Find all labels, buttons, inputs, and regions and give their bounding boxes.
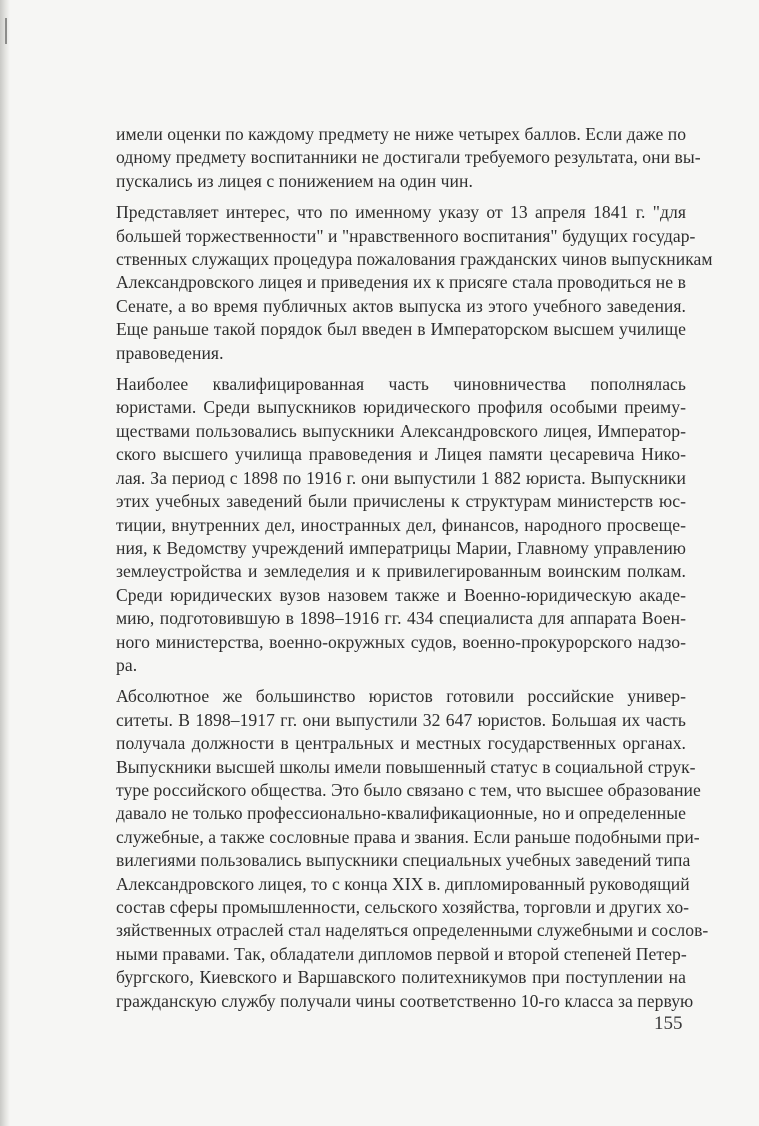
text-line: ного министерства, военно-окружных судов, военно-прокурорского надзо- [116, 631, 686, 652]
paragraph [116, 201, 713, 365]
paragraph [116, 373, 686, 677]
text-line: Еще раньше такой порядок был введен в Императорском высшем училище [116, 319, 686, 340]
scan-mark [5, 18, 7, 44]
text-line: Среди юридических вузов назовем также и Военно-юридическую акаде- [116, 584, 686, 605]
text-line: землеустройства и земледелия и к привилегированным воинским полкам. [116, 561, 686, 582]
text-line: Абсолютное же большинство юристов готовили российские универ- [116, 686, 686, 707]
page-number: 155 [654, 1013, 683, 1034]
text-line: лая. За период с 1898 по 1916 г. они выпустили 1 882 юриста. Выпускники [116, 467, 686, 488]
text-line: туре российского общества. Это было связано с тем, что высшее образование [116, 779, 701, 800]
text-line: правоведения. [116, 342, 224, 363]
text-line: состав сферы промышленности, сельского хозяйства, торговли и других хо- [116, 897, 690, 917]
text-line: мию, подготовившую в 1898–1916 гг. 434 специалиста для аппарата Воен- [116, 608, 686, 629]
text-line: ского высшего училища правоведения и Лицея памяти цесаревича Нико- [116, 444, 686, 465]
text-line: давало не только профессионально-квалификационные, но и определенные [116, 803, 686, 824]
text-line: ществами пользовались выпускники Александровского лицея, Император- [116, 420, 686, 441]
text-line: пускались из лицея с понижением на один чин. [116, 170, 473, 191]
body-text [116, 123, 713, 1013]
text-line: одному предмету воспитанники не достигали требуемого результата, они вы- [116, 147, 701, 168]
text-line: тиции, внутренних дел, иностранных дел, финансов, народного просвеще- [116, 514, 686, 535]
text-line: бургского, Киевского и Варшавского политехникумов при поступлении на [116, 967, 686, 988]
text-line: ра. [116, 654, 138, 675]
text-line: зяйственных отраслей стал наделяться определенными служебными и сослов- [116, 920, 709, 941]
text-line: большей торжественности" и "нравственного воспитания" будущих государ- [116, 225, 696, 246]
text-line: получала должности в центральных и местных государственных органах. [116, 733, 686, 754]
text-line: имели оценки по каждому предмету не ниже четырех баллов. Если даже по [116, 124, 687, 144]
text-line: этих учебных заведений были причислены к структурам министерств юс- [116, 491, 686, 512]
text-line: ственных служащих процедура пожалования гражданских чинов выпускникам [116, 249, 713, 270]
text-line: Представляет интерес, что по именному указу от 13 апреля 1841 г. "для [116, 202, 686, 223]
text-line: Александровского лицея, то с конца XIX в. дипломированный руководящий [116, 873, 690, 894]
text-line: юристами. Среди выпускников юридического профиля особыми преиму- [116, 397, 686, 418]
text-line: ния, к Ведомству учреждений императрицы Марии, Главному управлению [116, 537, 686, 558]
text-line: ситеты. В 1898–1917 гг. они выпустили 32 647 юристов. Большая их часть [116, 709, 686, 730]
text-line: Выпускники высшей школы имели повышенный статус в социальной струк- [116, 756, 696, 777]
text-line: вилегиями пользовались выпускники специальных учебных заведений типа [116, 850, 691, 871]
text-line: гражданскую службу получали чины соответственно 10-го класса за первую [116, 990, 694, 1011]
text-line: Александровского лицея и приведения их к присяге стала проводиться не в [116, 272, 686, 293]
text-line: Сенате, а во время публичных актов выпуска из этого учебного заведения. [116, 295, 686, 316]
paragraph [116, 123, 701, 193]
text-line: ными правами. Так, обладатели дипломов первой и второй степеней Петер- [116, 943, 687, 964]
paragraph [116, 685, 709, 1013]
text-line: Наиболее квалифицированная часть чиновничества пополнялась [116, 374, 686, 395]
text-line: служебные, а также сословные права и звания. Если раньше подобными при- [116, 826, 700, 847]
page-binding-shadow [0, 0, 10, 1126]
